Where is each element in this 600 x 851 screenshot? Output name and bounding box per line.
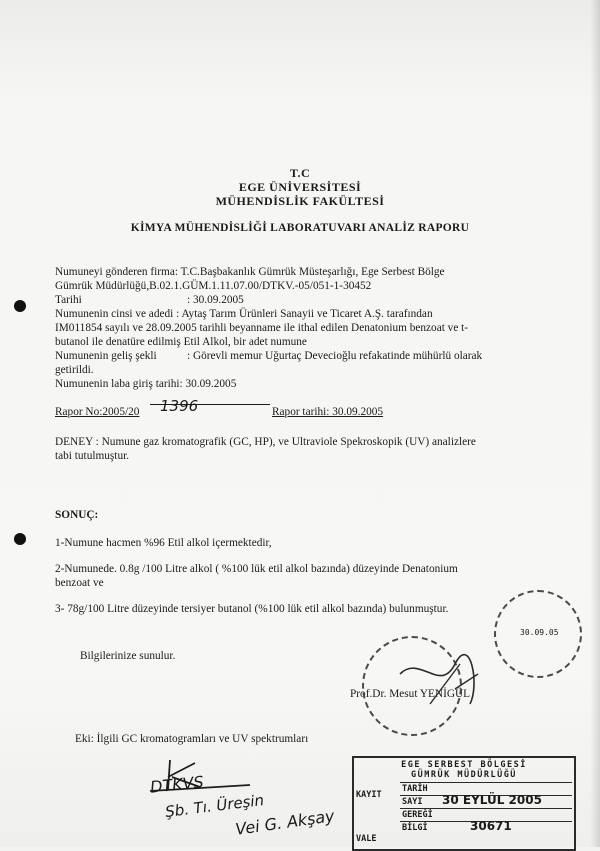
- signer-name: Prof.Dr. Mesut YENİGÜL: [350, 688, 471, 700]
- stamp-bilgi-label: BİLGİ: [402, 823, 428, 833]
- stamp-sayi-value: 30 EYLÜL 2005: [442, 793, 542, 807]
- signature-scribble: [360, 634, 500, 734]
- attachment-note: Eki: İlgili GC kromatogramları ve UV spektrumları: [75, 733, 309, 745]
- result-item-2b: benzoat ve: [55, 577, 104, 589]
- stamp-row-bilgi: [400, 821, 572, 835]
- result-item-1: 1-Numune hacmen %96 Etil alkol içermektedir,: [55, 537, 272, 549]
- report-number-handwritten: 1396: [160, 397, 199, 415]
- customs-round-stamp-date: 30.09.05: [520, 628, 559, 637]
- report-title: KİMYA MÜHENDİSLİĞİ LABORATUVARI ANALİZ RAPORU: [130, 222, 470, 234]
- stamp-row-sayi: [400, 795, 572, 809]
- arrival-line-2: getirildi.: [55, 364, 94, 376]
- result-item-2a: 2-Numunede. 0.8g /100 Litre alkol ( %100 lük etil alkol bazında) düzeyinde Denatonium: [55, 563, 458, 575]
- sample-type-line-3: butanol ile denatüre edilmiş Etil Alkol, bir adet numune: [55, 336, 307, 348]
- stamp-vale-label: VALE: [356, 834, 377, 844]
- arrival-value: : Görevli memur Uğurtaç Devecioğlu refakatinde mühürlü olarak: [187, 350, 483, 362]
- sample-type-line-1: Numunenin cinsi ve adedi : Aytaş Tarım Ürünleri Sanayii ve Ticaret A.Ş. tarafından: [55, 308, 433, 320]
- punch-hole-top: [14, 300, 26, 312]
- report-date: Rapor tarihi: 30.09.2005: [272, 406, 384, 418]
- result-heading: SONUÇ:: [55, 509, 99, 521]
- stamp-header-2: GÜMRÜK MÜDÜRLÜĞÜ: [411, 770, 517, 780]
- header-university: EGE ÜNİVERSİTESİ: [238, 180, 362, 194]
- date-label: Tarihi: [55, 294, 82, 306]
- sample-type-line-2: IM011854 sayılı ve 28.09.2005 tarihli beyanname ile ithal edilen Denatonium benzoat ve t-: [55, 322, 469, 334]
- arrival-label: Numunenin geliş şekli: [55, 350, 157, 362]
- stamp-sayi-label: SAYI: [402, 797, 423, 807]
- test-line-1: DENEY : Numune gaz kromatografik (GC, HP), ve Ultraviole Spekroskopik (UV) analizlere: [55, 436, 476, 448]
- report-number: Rapor No:2005/20: [55, 406, 140, 418]
- header-faculty: MÜHENDİSLİK FAKÜLTESİ: [215, 194, 385, 208]
- closing-text: Bilgilerinize sunulur.: [80, 650, 176, 662]
- lab-entry-date: Numunenin laba giriş tarihi: 30.09.2005: [55, 378, 237, 390]
- handwriting-line-2: Şb. Tı. Üreşin: [164, 791, 265, 821]
- page-edge-shadow: [590, 0, 600, 847]
- sender-line-1: Numuneyi gönderen firma: T.C.Başbakanlık Gümrük Müsteşarlığı, Ege Serbest Bölge: [55, 266, 445, 278]
- header-tc: T.C: [289, 166, 311, 180]
- report-number-underline: [150, 397, 270, 415]
- sender-line-2: Gümrük Müdürlüğü,B.02.1.GÜM.1.11.07.00/DTKV.-05/051-1-30452: [55, 280, 372, 292]
- handwriting-line-3: Vei G. Akşay: [234, 806, 336, 839]
- stamp-tarih-label: TARİH: [402, 784, 428, 794]
- stamp-gerege-label: GEREĞİ: [402, 810, 433, 820]
- result-item-3: 3- 78g/100 Litre düzeyinde tersiyer butanol (%100 lük etil alkol bazında) bulunmuştur.: [55, 603, 449, 615]
- date-value: : 30.09.2005: [187, 294, 244, 306]
- test-line-2: tabi tutulmuştur.: [55, 450, 130, 462]
- handwriting-line-1: DTKVS: [149, 772, 205, 797]
- punch-hole-bottom: [14, 533, 26, 545]
- stamp-bilgi-value: 30671: [470, 819, 512, 833]
- customs-registry-stamp: [352, 756, 576, 851]
- stamp-header-1: EGE SERBEST BÖLGESİ: [401, 760, 527, 770]
- stamp-kayit-label: KAYIT: [356, 790, 382, 800]
